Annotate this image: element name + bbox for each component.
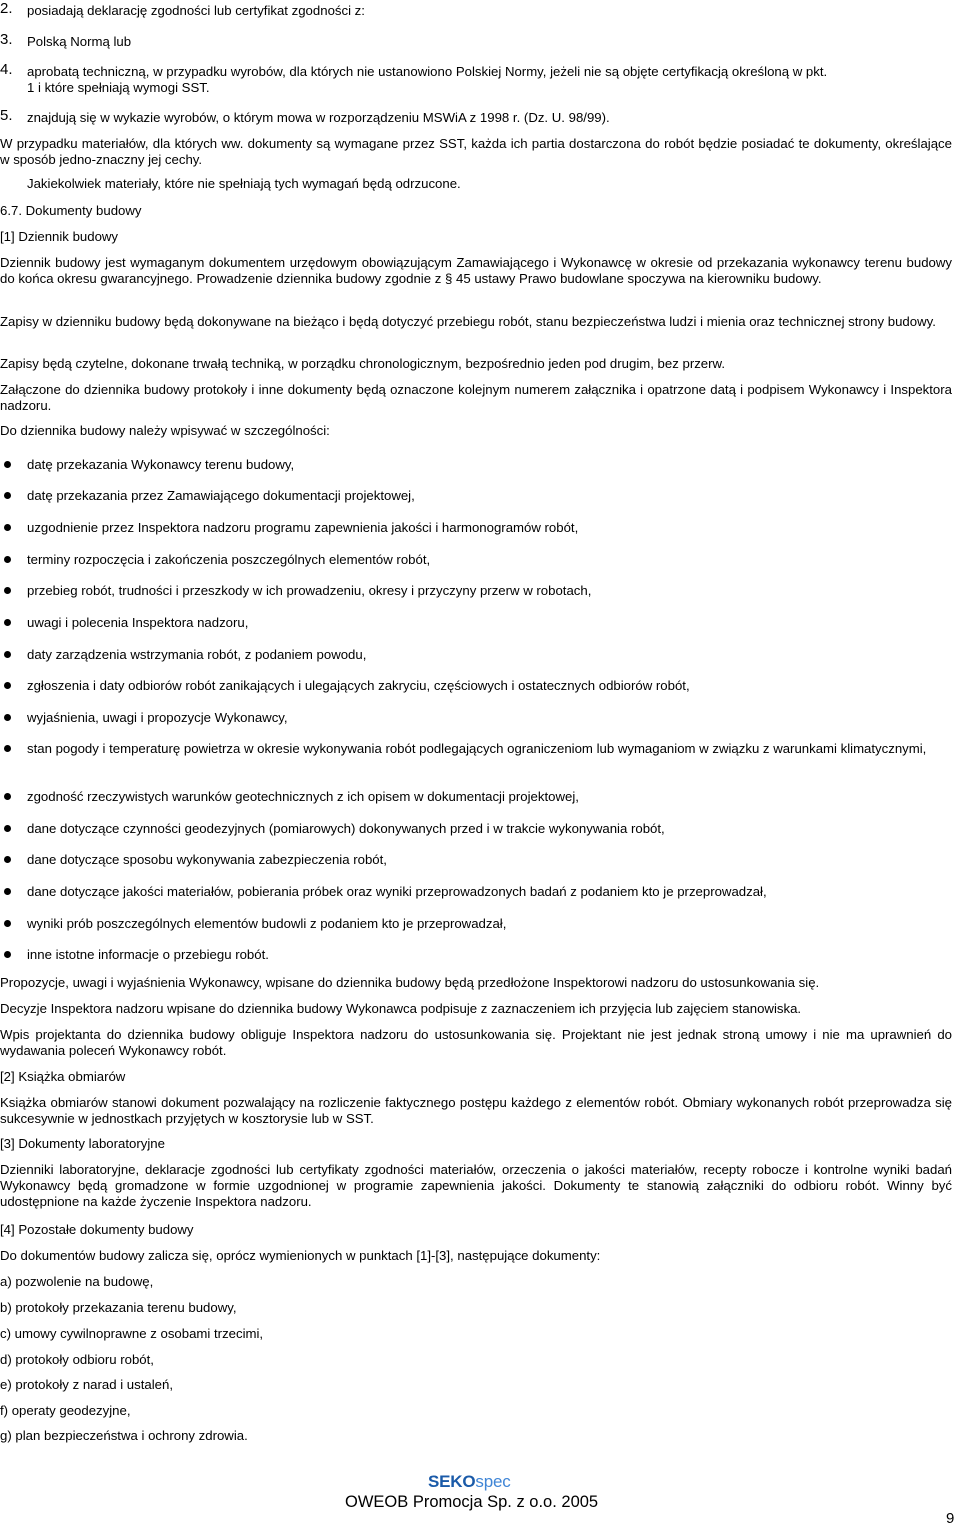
- company-logo: [428, 1472, 511, 1492]
- paragraph-lab: Dzienniki laboratoryjne, deklaracje zgodności lub certyfikaty zgodności materiałów, orzeczenia o jakości materiałów, recepty robocze i kontrolne wyniki badań Wykonawcy będą gromadzone w formie uzgodnionej w programie zapewnienia jakości. Dokumenty te stanowią załączniki do odbioru robót. Winny być udostępnione na każde życzenie Inspektora nadzoru.: [0, 1162, 952, 1209]
- bullet-dot-icon: [4, 951, 11, 958]
- subsection-heading-other: [4] Pozostałe dokumenty budowy: [0, 1222, 194, 1237]
- paragraph-diary-1: Dziennik budowy jest wymaganym dokumentem urzędowym obowiązującym Zamawiającego i Wykonawcę w okresie od przekazania wykonawcy terenu budowy do końca okresu gwarancyjnego. Prowadzenie dziennika budowy zgodnie z § 45 ustawy Prawo budowlane spoczywa na kierowniku budowy.: [0, 255, 952, 286]
- bullet-dot-icon: [4, 461, 11, 468]
- section-heading: 6.7. Dokumenty budowy: [0, 203, 142, 218]
- bullet-dot-icon: [4, 825, 11, 832]
- bullet-dot-icon: [4, 651, 11, 658]
- paragraph-book: Książka obmiarów stanowi dokument pozwalający na rozliczenie faktycznego postępu każdego z elementów robót. Obmiary wykonanych robót przeprowadza się sukcesywnie w jednostkach przyjętych w kosztorysie lub w SST.: [0, 1095, 952, 1126]
- bullet-dot-icon: [4, 619, 11, 626]
- bullet-dot-icon: [4, 556, 11, 563]
- bullet-dot-icon: [4, 888, 11, 895]
- paragraph-after-1: Propozycje, uwagi i wyjaśnienia Wykonawcy, wpisane do dziennika budowy będą przedłożone Inspektorowi nadzoru do ustosunkowania się.: [0, 975, 820, 990]
- list-number: 4.: [0, 61, 13, 78]
- bullet-dot-icon: [4, 856, 11, 863]
- subsection-heading-diary: [1] Dziennik budowy: [0, 229, 119, 244]
- lettered-item: d) protokoły odbioru robót,: [0, 1352, 154, 1367]
- paragraph-materials: W przypadku materiałów, dla których ww. dokumenty są wymagane przez SST, każda ich partia dostarczona do robót będzie posiadać te dokumenty, określające w sposób jedno-znaczny jej cechy.: [0, 136, 952, 167]
- logo-part-2: spec: [475, 1472, 511, 1491]
- list-number: 2.: [0, 0, 13, 17]
- lettered-item: b) protokoły przekazania terenu budowy,: [0, 1300, 237, 1315]
- bullet-dot-icon: [4, 920, 11, 927]
- list-item-text: aprobatą techniczną, w przypadku wyrobów, dla których nie ustanowiono Polskiej Normy, jeżeli nie są objęte certyfikacją określoną w pkt.: [27, 64, 828, 79]
- paragraph-after-2: Decyzje Inspektora nadzoru wpisane do dziennika budowy Wykonawca podpisuje z zaznaczeniem ich przyjęcia lub zajęciem stanowiska.: [0, 1001, 802, 1016]
- lettered-item: g) plan bezpieczeństwa i ochrony zdrowia.: [0, 1428, 248, 1443]
- paragraph-reject: Jakiekolwiek materiały, które nie spełniają tych wymagań będą odrzucone.: [27, 176, 461, 191]
- page-number: 9: [946, 1510, 955, 1527]
- document-page: 2. posiadają deklarację zgodności lub certyfikat zgodności z: 3. Polską Normą lub 4. aprobatą techniczną, w przypadku wyrobów, dla których nie ustanowiono Polskiej Normy, jeżeli nie są objęte certyfikacją określoną w pkt. 1 i które spełniają wymogi SST. 5. znajdują się w wykazie wyrobów, o którym mowa w rozporządzeniu MSWiA z 1998 r. (Dz. U. 98/99). W przypadku materiałów, dla których ww. dokumenty są wymagane przez SST, każda ich partia dostarczona do robót będzie posiadać te dokumenty, określające w sposób jedno-znaczny jej cechy. Jakiekolwiek materiały, które nie spełniają tych wymagań będą odrzucone. 6.7. Dokumenty budowy [1] Dziennik budowy Dziennik budowy jest wymaganym dokumentem urzędowym obowiązującym Zamawiającego i Wykonawcę w okresie od przekazania wykonawcy terenu budowy do końca okresu gwarancyjnego. Prowadzenie dziennika budowy zgodnie z § 45 ustawy Prawo budowlane spoczywa na kierowniku budowy. Zapisy w dzienniku budowy będą dokonywane na bieżąco i będą dotyczyć przebiegu robót, stanu bezpieczeństwa ludzi i mienia oraz technicznej strony budowy. Zapisy będą czytelne, dokonane trwałą techniką, w porządku chronologicznym, bezpośrednio jeden pod drugim, bez przerw. Załączone do dziennika budowy protokoły i inne dokumenty będą oznaczone kolejnym numerem załącznika i opatrzone datą i podpisem Wykonawcy i Inspektora nadzoru. Do dziennika budowy należy wpisywać w szczególności: datę przekazania Wykonawcy terenu budowy, datę przekazania przez Zamawiającego dokumentacji projektowej, uzgodnienie przez Inspektora nadzoru programu zapewnienia jakości i harmonogramów robót, terminy rozpoczęcia i zakończenia poszczególnych elementów robót, przebieg robót, trudności i przeszkody w ich prowadzeniu, okresy i przyczyny przerw w robotach, uwagi i polecenia Inspektora nadzoru, daty zarządzenia wstrzymania robót, z podaniem powodu, zgłoszenia i daty odbiorów robót zanikających i ulegających zakryciu, częściowych i ostatecznych odbiorów robót, wyjaśnienia, uwagi i propozycje Wykonawcy, stan pogody i temperaturę powietrza w okresie wykonywania robót podlegających ograniczeniom lub wymaganiom w związku z warunkami klimatycznymi, zgodność rzeczywistych warunków geotechnicznych z ich opisem w dokumentacji projektowej, dane dotyczące czynności geodezyjnych (pomiarowych) dokonywanych przed i w trakcie wykonywania robót, dane dotyczące sposobu wykonywania zabezpieczenia robót, dane dotyczące jakości materiałów, pobierania próbek oraz wyniki przeprowadzonych badań z podaniem kto je przeprowadzał, wyniki prób poszczególnych elementów budowli z podaniem kto je przeprowadzał, inne istotne informacje o przebiegu robót. Propozycje, uwagi i wyjaśnienia Wykonawcy, wpisane do dziennika budowy będą przedłożone Inspektorowi nadzoru do ustosunkowania się. Decyzje Inspektora nadzoru wpisane do dziennika budowy Wykonawca podpisuje z zaznaczeniem ich przyjęcia lub zajęciem stanowiska. Wpis projektanta do dziennika budowy obliguje Inspektora nadzoru do ustosunkowania się. Projektant nie jest jednak stroną umowy i nie ma uprawnień do wydawania poleceń Wykonawcy robót. [2] Książka obmiarów Książka obmiarów stanowi dokument pozwalający na rozliczenie faktycznego postępu każdego z elementów robót. Obmiary wykonanych robót przeprowadza się sukcesywnie w jednostkach przyjętych w kosztorysie lub w SST. [3] Dokumenty laboratoryjne Dzienniki laboratoryjne, deklaracje zgodności lub certyfikaty zgodności materiałów, orzeczenia o jakości materiałów, recepty robocze i kontrolne wyniki badań Wykonawcy będą gromadzone w formie uzgodnionej w programie zapewnienia jakości. Dokumenty te stanowią załączniki do odbioru robót. Winny być udostępnione na każde życzenie Inspektora nadzoru. [4] Pozostałe dokumenty budowy Do dokumentów budowy zalicza się, oprócz wymienionych w punktach [1]-[3], następujące dokumenty: a) pozwolenie na budowę, b) protokoły przekazania terenu budowy, c) umowy cywilnoprawne z osobami trzecimi, d) protokoły odbioru robót, e) protokoły z narad i ustaleń, f) operaty geodezyjne, g) plan bezpieczeństwa i ochrony zdrowia. SEKOspec OWEOB Promocja Sp. z o.o. 2005 9: [0, 0, 955, 1527]
- list-item-text: znajdują się w wykazie wyrobów, o którym mowa w rozporządzeniu MSWiA z 1998 r. (Dz. U. 98/99).: [27, 110, 610, 125]
- page-footer: OWEOB Promocja Sp. z o.o. 2005: [345, 1493, 599, 1511]
- bullet-dot-icon: [4, 745, 11, 752]
- lettered-item: e) protokoły z narad i ustaleń,: [0, 1377, 173, 1392]
- subsection-heading-lab: [3] Dokumenty laboratoryjne: [0, 1136, 165, 1151]
- lettered-item: c) umowy cywilnoprawne z osobami trzecimi,: [0, 1326, 264, 1341]
- bullet-dot-icon: [4, 587, 11, 594]
- paragraph-diary-4: Załączone do dziennika budowy protokoły i inne dokumenty będą oznaczone kolejnym numerem załącznika i opatrzone datą i podpisem Wykonawcy i Inspektora nadzoru.: [0, 382, 952, 413]
- bullet-dot-icon: [4, 682, 11, 689]
- list-number: 5.: [0, 107, 13, 124]
- list-item-text: Polską Normą lub: [27, 34, 132, 49]
- list-item-text: posiadają deklarację zgodności lub certyfikat zgodności z:: [27, 3, 365, 18]
- paragraph-after-3: Wpis projektanta do dziennika budowy obliguje Inspektora nadzoru do ustosunkowania się. Projektant nie jest jednak stroną umowy i nie ma uprawnień do wydawania poleceń Wykonawcy robót.: [0, 1027, 952, 1058]
- paragraph-diary-3: Zapisy będą czytelne, dokonane trwałą techniką, w porządku chronologicznym, bezpośrednio jeden pod drugim, bez przerw.: [0, 356, 725, 371]
- list-item-text-continued: 1 i które spełniają wymogi SST.: [27, 80, 210, 95]
- bullet-dot-icon: [4, 714, 11, 721]
- paragraph-diary-5: Do dziennika budowy należy wpisywać w szczególności:: [0, 423, 330, 438]
- logo-part-1: SEKO: [428, 1472, 476, 1491]
- list-number: 3.: [0, 31, 13, 48]
- lettered-item: a) pozwolenie na budowę,: [0, 1274, 154, 1289]
- bullet-dot-icon: [4, 793, 11, 800]
- bullet-dot-icon: [4, 492, 11, 499]
- paragraph-other: Do dokumentów budowy zalicza się, oprócz wymienionych w punktach [1]-[3], następujące dokumenty:: [0, 1248, 601, 1263]
- lettered-item: f) operaty geodezyjne,: [0, 1403, 131, 1418]
- bullet-dot-icon: [4, 524, 11, 531]
- subsection-heading-book: [2] Książka obmiarów: [0, 1069, 126, 1084]
- paragraph-diary-2: Zapisy w dzienniku budowy będą dokonywane na bieżąco i będą dotyczyć przebiegu robót, stanu bezpieczeństwa ludzi i mienia oraz technicznej strony budowy.: [0, 314, 936, 329]
